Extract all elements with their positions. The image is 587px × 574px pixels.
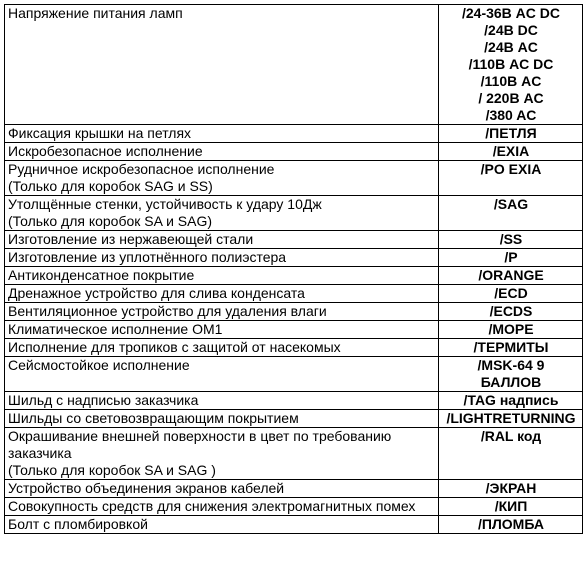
code-cell: /ECDS bbox=[439, 303, 583, 321]
code-cell: /ECD bbox=[439, 285, 583, 303]
code-cell: /ТЕРМИТЫ bbox=[439, 339, 583, 357]
feature-cell: Изготовление из нержавеющей стали bbox=[5, 231, 439, 249]
feature-cell: Шильд с надписью заказчика bbox=[5, 392, 439, 410]
options-table-body bbox=[5, 5, 583, 534]
table-row bbox=[5, 428, 583, 480]
feature-cell: Совокупность средств для снижения электромагнитных помех bbox=[5, 498, 439, 516]
feature-cell: Окрашивание внешней поверхности в цвет по требованию заказчика (Только для коробок SA и SAG ) bbox=[5, 428, 439, 480]
code-cell: /MSK-64 9 БАЛЛОВ bbox=[439, 357, 583, 392]
feature-cell: Фиксация крышки на петлях bbox=[5, 125, 439, 143]
feature-cell: Шильды со световозвращающим покрытием bbox=[5, 410, 439, 428]
table-row bbox=[5, 231, 583, 249]
feature-cell: Изготовление из уплотнённого полиэстера bbox=[5, 249, 439, 267]
feature-cell: Рудничное искробезопасное исполнение (Только для коробок SAG и SS) bbox=[5, 161, 439, 196]
table-row bbox=[5, 249, 583, 267]
code-cell: /ПЛОМБА bbox=[439, 516, 583, 534]
feature-cell: Утолщённые стенки, устойчивость к удару 10Дж (Только для коробок SA и SAG) bbox=[5, 196, 439, 231]
table-row bbox=[5, 498, 583, 516]
table-row bbox=[5, 357, 583, 392]
options-table bbox=[4, 4, 583, 534]
table-row bbox=[5, 125, 583, 143]
feature-cell: Антиконденсатное покрытие bbox=[5, 267, 439, 285]
table-row bbox=[5, 410, 583, 428]
code-cell: /ЭКРАН bbox=[439, 480, 583, 498]
code-cell: /SS bbox=[439, 231, 583, 249]
feature-cell: Искробезопасное исполнение bbox=[5, 143, 439, 161]
table-row bbox=[5, 196, 583, 231]
feature-cell: Вентиляционное устройство для удаления влаги bbox=[5, 303, 439, 321]
table-row bbox=[5, 143, 583, 161]
table-row bbox=[5, 516, 583, 534]
table-row bbox=[5, 303, 583, 321]
table-row bbox=[5, 321, 583, 339]
code-cell: /P bbox=[439, 249, 583, 267]
code-cell: /КИП bbox=[439, 498, 583, 516]
table-row bbox=[5, 285, 583, 303]
code-cell: /МОРЕ bbox=[439, 321, 583, 339]
feature-cell: Дренажное устройство для слива конденсата bbox=[5, 285, 439, 303]
table-row bbox=[5, 267, 583, 285]
code-cell: /TAG надпись bbox=[439, 392, 583, 410]
code-cell: /ПЕТЛЯ bbox=[439, 125, 583, 143]
table-row bbox=[5, 5, 583, 125]
code-cell: /EXIA bbox=[439, 143, 583, 161]
table-row bbox=[5, 161, 583, 196]
code-cell: /LIGHTRETURNING bbox=[439, 410, 583, 428]
feature-cell: Напряжение питания ламп bbox=[5, 5, 439, 125]
table-row bbox=[5, 480, 583, 498]
code-cell: /SAG bbox=[439, 196, 583, 231]
feature-cell: Исполнение для тропиков с защитой от насекомых bbox=[5, 339, 439, 357]
feature-cell: Болт с пломбировкой bbox=[5, 516, 439, 534]
code-cell: /RAL код bbox=[439, 428, 583, 480]
feature-cell: Устройство объединения экранов кабелей bbox=[5, 480, 439, 498]
code-cell: /24-36В AC DC /24В DC /24В AC /110В AC DC /110В AC / 220В AC /380 AC bbox=[439, 5, 583, 125]
feature-cell: Сейсмостойкое исполнение bbox=[5, 357, 439, 392]
feature-cell: Климатическое исполнение ОМ1 bbox=[5, 321, 439, 339]
table-row bbox=[5, 392, 583, 410]
code-cell: /PO EXIA bbox=[439, 161, 583, 196]
code-cell: /ORANGE bbox=[439, 267, 583, 285]
table-row bbox=[5, 339, 583, 357]
